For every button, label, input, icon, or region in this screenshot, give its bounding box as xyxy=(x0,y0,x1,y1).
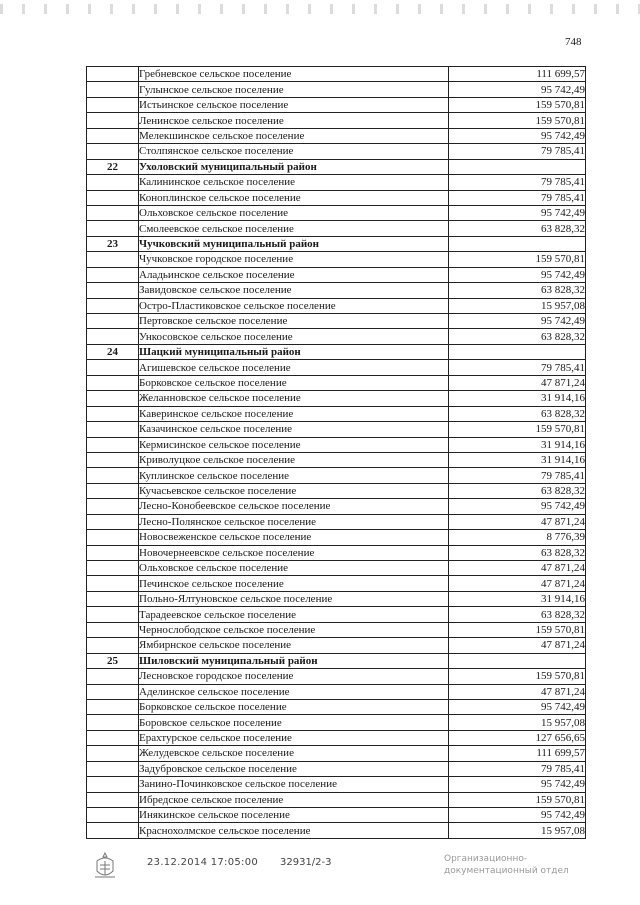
district-row xyxy=(87,159,586,174)
settlement-name-cell: Желудевское сельское поселение xyxy=(139,746,449,761)
amount-cell: 47 871,24 xyxy=(449,576,586,591)
row-number-cell xyxy=(87,329,139,344)
department-stamp-line-1: Организационно- xyxy=(444,854,528,864)
row-number-cell xyxy=(87,205,139,220)
settlement-name-cell: Польно-Ялтуновское сельское поселение xyxy=(139,591,449,606)
settlement-name-cell: Ольховское сельское поселение xyxy=(139,205,449,220)
district-name-cell: Шиловский муниципальный район xyxy=(139,653,449,668)
amount-cell: 159 570,81 xyxy=(449,113,586,128)
settlement-name-cell: Печинское сельское поселение xyxy=(139,576,449,591)
amount-cell: 95 742,49 xyxy=(449,699,586,714)
settlement-row xyxy=(87,684,586,699)
row-number-cell xyxy=(87,808,139,823)
amount-cell: 79 785,41 xyxy=(449,761,586,776)
settlement-name-cell: Ольховское сельское поселение xyxy=(139,561,449,576)
row-number-cell xyxy=(87,422,139,437)
settlement-row xyxy=(87,375,586,390)
amount-cell: 15 957,08 xyxy=(449,823,586,838)
district-row xyxy=(87,236,586,251)
amount-cell: 31 914,16 xyxy=(449,591,586,606)
settlement-row xyxy=(87,607,586,622)
amount-cell: 63 828,32 xyxy=(449,406,586,421)
row-number-cell xyxy=(87,499,139,514)
row-number-cell xyxy=(87,622,139,637)
amount-cell: 159 570,81 xyxy=(449,622,586,637)
settlement-row xyxy=(87,699,586,714)
row-number-cell xyxy=(87,777,139,792)
amount-cell: 127 656,65 xyxy=(449,730,586,745)
settlement-row xyxy=(87,530,586,545)
settlement-name-cell: Ункосовское сельское поселение xyxy=(139,329,449,344)
settlement-name-cell: Завидовское сельское поселение xyxy=(139,283,449,298)
settlement-row xyxy=(87,622,586,637)
settlement-name-cell: Лесно-Полянское сельское поселение xyxy=(139,514,449,529)
settlement-row xyxy=(87,113,586,128)
row-number-cell xyxy=(87,514,139,529)
settlement-name-cell: Чернослободское сельское поселение xyxy=(139,622,449,637)
settlement-row xyxy=(87,483,586,498)
settlement-row xyxy=(87,808,586,823)
settlement-row xyxy=(87,175,586,190)
settlement-row xyxy=(87,67,586,82)
row-number-cell xyxy=(87,437,139,452)
settlement-name-cell: Пертовское сельское поселение xyxy=(139,314,449,329)
settlement-name-cell: Чучковское городское поселение xyxy=(139,252,449,267)
row-number-cell xyxy=(87,267,139,282)
amount-cell: 159 570,81 xyxy=(449,669,586,684)
settlement-row xyxy=(87,391,586,406)
row-number-cell xyxy=(87,530,139,545)
amount-cell: 47 871,24 xyxy=(449,561,586,576)
amount-cell: 31 914,16 xyxy=(449,391,586,406)
settlement-row xyxy=(87,221,586,236)
settlement-row xyxy=(87,746,586,761)
row-number-cell: 23 xyxy=(87,236,139,251)
amount-cell: 63 828,32 xyxy=(449,221,586,236)
amount-cell: 95 742,49 xyxy=(449,499,586,514)
row-number-cell xyxy=(87,221,139,236)
amount-cell: 95 742,49 xyxy=(449,314,586,329)
district-name-cell: Шацкий муниципальный район xyxy=(139,344,449,359)
row-number-cell xyxy=(87,283,139,298)
amount-cell: 63 828,32 xyxy=(449,283,586,298)
settlement-row xyxy=(87,205,586,220)
amount-cell: 15 957,08 xyxy=(449,715,586,730)
settlement-name-cell: Тарадеевское сельское поселение xyxy=(139,607,449,622)
document-code: 32931/2-3 xyxy=(280,857,332,868)
settlement-name-cell: Желанновское сельское поселение xyxy=(139,391,449,406)
department-stamp-line-2: документационный отдел xyxy=(444,866,569,876)
settlement-row xyxy=(87,252,586,267)
row-number-cell xyxy=(87,576,139,591)
registration-timestamp: 23.12.2014 17:05:00 xyxy=(147,857,259,868)
allocation-table-body xyxy=(87,67,586,839)
amount-cell: 63 828,32 xyxy=(449,607,586,622)
settlement-name-cell: Занино-Починковское сельское поселение xyxy=(139,777,449,792)
settlement-name-cell: Боровское сельское поселение xyxy=(139,715,449,730)
amount-cell: 95 742,49 xyxy=(449,205,586,220)
settlement-name-cell: Аладьинское сельское поселение xyxy=(139,267,449,282)
amount-cell xyxy=(449,236,586,251)
amount-cell: 79 785,41 xyxy=(449,468,586,483)
amount-cell xyxy=(449,653,586,668)
scan-artifact-marks xyxy=(0,4,640,14)
amount-cell: 47 871,24 xyxy=(449,638,586,653)
row-number-cell xyxy=(87,82,139,97)
settlement-row xyxy=(87,715,586,730)
settlement-row xyxy=(87,669,586,684)
settlement-name-cell: Новосвеженское сельское поселение xyxy=(139,530,449,545)
row-number-cell xyxy=(87,730,139,745)
row-number-cell xyxy=(87,669,139,684)
amount-cell: 95 742,49 xyxy=(449,267,586,282)
amount-cell: 159 570,81 xyxy=(449,792,586,807)
settlement-row xyxy=(87,97,586,112)
row-number-cell xyxy=(87,375,139,390)
row-number-cell xyxy=(87,128,139,143)
settlement-name-cell: Борковское сельское поселение xyxy=(139,375,449,390)
amount-cell: 79 785,41 xyxy=(449,360,586,375)
row-number-cell xyxy=(87,406,139,421)
amount-cell: 95 742,49 xyxy=(449,128,586,143)
settlement-name-cell: Куплинское сельское поселение xyxy=(139,468,449,483)
row-number-cell xyxy=(87,607,139,622)
settlement-row xyxy=(87,298,586,313)
row-number-cell xyxy=(87,545,139,560)
settlement-row xyxy=(87,406,586,421)
row-number-cell xyxy=(87,746,139,761)
settlement-row xyxy=(87,561,586,576)
row-number-cell xyxy=(87,113,139,128)
amount-cell: 159 570,81 xyxy=(449,97,586,112)
amount-cell: 79 785,41 xyxy=(449,144,586,159)
amount-cell: 63 828,32 xyxy=(449,483,586,498)
row-number-cell xyxy=(87,175,139,190)
settlement-name-cell: Ленинское сельское поселение xyxy=(139,113,449,128)
amount-cell: 159 570,81 xyxy=(449,252,586,267)
row-number-cell xyxy=(87,190,139,205)
settlement-name-cell: Агишевское сельское поселение xyxy=(139,360,449,375)
settlement-name-cell: Аделинское сельское поселение xyxy=(139,684,449,699)
amount-cell: 47 871,24 xyxy=(449,684,586,699)
row-number-cell xyxy=(87,638,139,653)
amount-cell: 79 785,41 xyxy=(449,175,586,190)
settlement-row xyxy=(87,437,586,452)
row-number-cell xyxy=(87,391,139,406)
settlement-row xyxy=(87,128,586,143)
amount-cell: 63 828,32 xyxy=(449,545,586,560)
settlement-name-cell: Калининское сельское поселение xyxy=(139,175,449,190)
row-number-cell xyxy=(87,314,139,329)
amount-cell: 47 871,24 xyxy=(449,514,586,529)
row-number-cell xyxy=(87,792,139,807)
amount-cell: 95 742,49 xyxy=(449,808,586,823)
settlement-row xyxy=(87,468,586,483)
amount-cell xyxy=(449,344,586,359)
row-number-cell xyxy=(87,561,139,576)
row-number-cell xyxy=(87,761,139,776)
allocation-table xyxy=(86,66,586,839)
amount-cell: 8 776,39 xyxy=(449,530,586,545)
amount-cell: 111 699,57 xyxy=(449,746,586,761)
settlement-row xyxy=(87,283,586,298)
settlement-name-cell: Задубровское сельское поселение xyxy=(139,761,449,776)
settlement-name-cell: Гребневское сельское поселение xyxy=(139,67,449,82)
amount-cell: 79 785,41 xyxy=(449,190,586,205)
district-name-cell: Ухоловский муниципальный район xyxy=(139,159,449,174)
settlement-name-cell: Коноплинское сельское поселение xyxy=(139,190,449,205)
settlement-name-cell: Смолеевское сельское поселение xyxy=(139,221,449,236)
settlement-name-cell: Лесновское городское поселение xyxy=(139,669,449,684)
amount-cell: 159 570,81 xyxy=(449,422,586,437)
settlement-row xyxy=(87,314,586,329)
settlement-name-cell: Кучасьевское сельское поселение xyxy=(139,483,449,498)
settlement-row xyxy=(87,591,586,606)
amount-cell: 31 914,16 xyxy=(449,437,586,452)
row-number-cell xyxy=(87,483,139,498)
settlement-row xyxy=(87,190,586,205)
settlement-row xyxy=(87,360,586,375)
amount-cell: 111 699,57 xyxy=(449,67,586,82)
settlement-name-cell: Гулынское сельское поселение xyxy=(139,82,449,97)
row-number-cell: 22 xyxy=(87,159,139,174)
row-number-cell xyxy=(87,252,139,267)
amount-cell: 15 957,08 xyxy=(449,298,586,313)
settlement-row xyxy=(87,267,586,282)
settlement-name-cell: Столпянское сельское поселение xyxy=(139,144,449,159)
amount-cell: 95 742,49 xyxy=(449,82,586,97)
amount-cell: 95 742,49 xyxy=(449,777,586,792)
settlement-row xyxy=(87,422,586,437)
amount-cell: 31 914,16 xyxy=(449,452,586,467)
row-number-cell xyxy=(87,468,139,483)
settlement-name-cell: Ибредское сельское поселение xyxy=(139,792,449,807)
settlement-name-cell: Ерахтурское сельское поселение xyxy=(139,730,449,745)
settlement-row xyxy=(87,730,586,745)
settlement-row xyxy=(87,576,586,591)
district-name-cell: Чучковский муниципальный район xyxy=(139,236,449,251)
settlement-row xyxy=(87,144,586,159)
department-stamp xyxy=(444,853,569,877)
page-number: 748 xyxy=(565,36,582,48)
row-number-cell xyxy=(87,67,139,82)
row-number-cell xyxy=(87,684,139,699)
settlement-row xyxy=(87,792,586,807)
row-number-cell xyxy=(87,823,139,838)
settlement-name-cell: Инякинское сельское поселение xyxy=(139,808,449,823)
amount-cell xyxy=(449,159,586,174)
settlement-row xyxy=(87,329,586,344)
row-number-cell xyxy=(87,298,139,313)
district-row xyxy=(87,344,586,359)
settlement-row xyxy=(87,514,586,529)
settlement-row xyxy=(87,761,586,776)
settlement-name-cell: Новочернеевское сельское поселение xyxy=(139,545,449,560)
settlement-row xyxy=(87,545,586,560)
settlement-name-cell: Каверинское сельское поселение xyxy=(139,406,449,421)
row-number-cell xyxy=(87,699,139,714)
settlement-name-cell: Криволуцкое сельское поселение xyxy=(139,452,449,467)
row-number-cell xyxy=(87,144,139,159)
row-number-cell xyxy=(87,452,139,467)
settlement-name-cell: Борковское сельское поселение xyxy=(139,699,449,714)
settlement-name-cell: Мелекшинское сельское поселение xyxy=(139,128,449,143)
row-number-cell: 25 xyxy=(87,653,139,668)
settlement-row xyxy=(87,499,586,514)
amount-cell: 63 828,32 xyxy=(449,329,586,344)
coat-of-arms-emblem xyxy=(92,851,118,881)
row-number-cell xyxy=(87,591,139,606)
amount-cell: 47 871,24 xyxy=(449,375,586,390)
settlement-name-cell: Остро-Пластиковское сельское поселение xyxy=(139,298,449,313)
row-number-cell: 24 xyxy=(87,344,139,359)
settlement-name-cell: Ямбирнское сельское поселение xyxy=(139,638,449,653)
settlement-name-cell: Лесно-Конобеевское сельское поселение xyxy=(139,499,449,514)
settlement-name-cell: Краснохолмское сельское поселение xyxy=(139,823,449,838)
settlement-name-cell: Казачинское сельское поселение xyxy=(139,422,449,437)
settlement-name-cell: Истьинское сельское поселение xyxy=(139,97,449,112)
district-row xyxy=(87,653,586,668)
settlement-row xyxy=(87,452,586,467)
settlement-row xyxy=(87,777,586,792)
settlement-name-cell: Кермисинское сельское поселение xyxy=(139,437,449,452)
settlement-row xyxy=(87,82,586,97)
row-number-cell xyxy=(87,360,139,375)
row-number-cell xyxy=(87,97,139,112)
settlement-row xyxy=(87,823,586,838)
row-number-cell xyxy=(87,715,139,730)
settlement-row xyxy=(87,638,586,653)
